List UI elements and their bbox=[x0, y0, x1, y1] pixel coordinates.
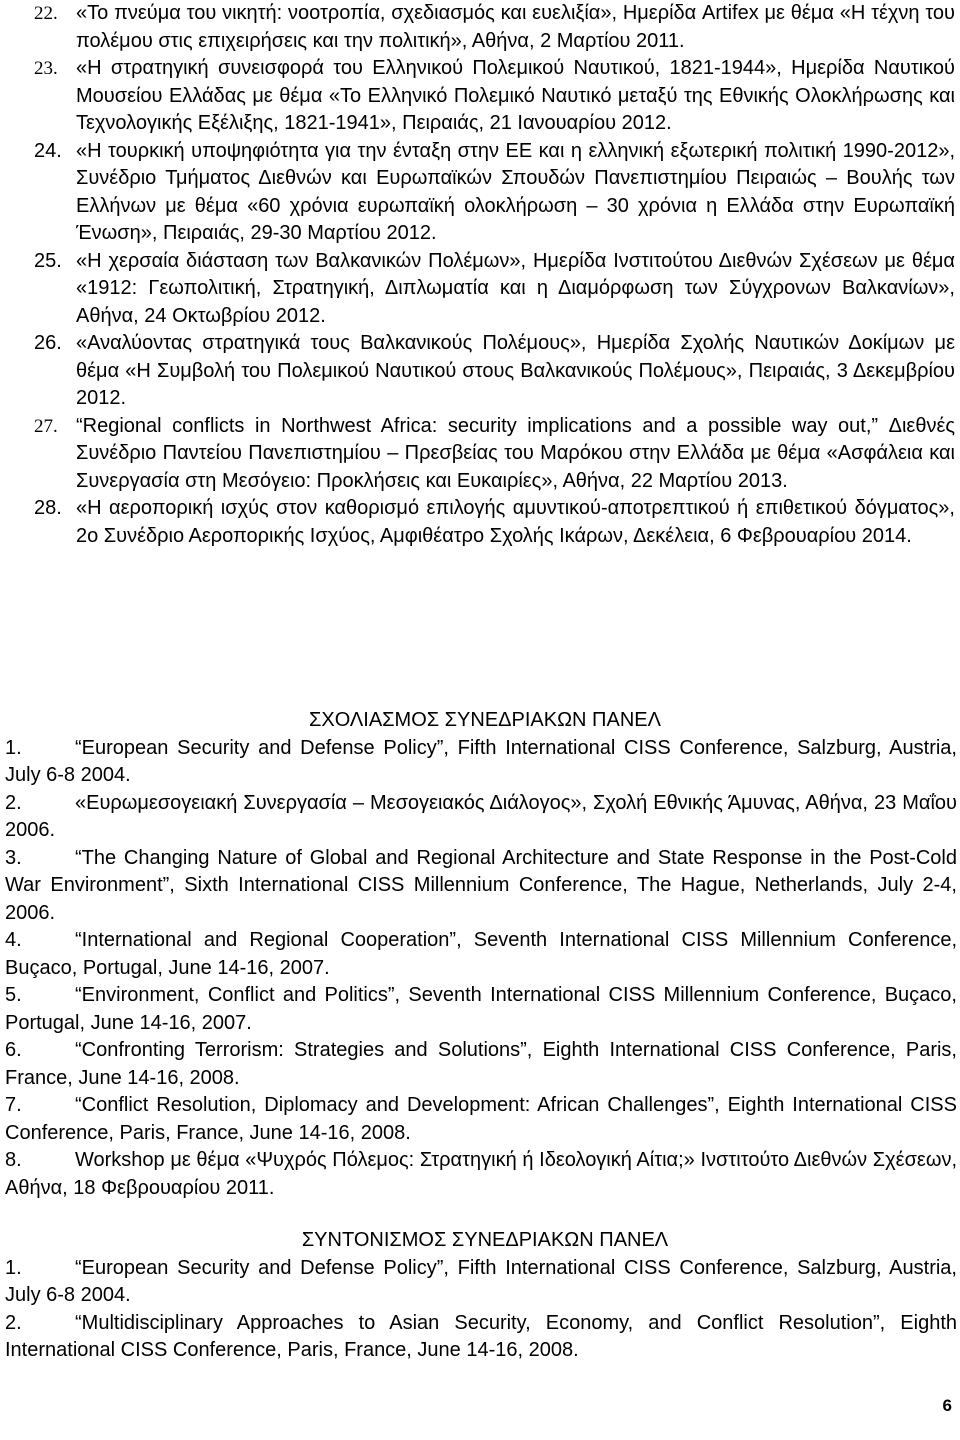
list-item bbox=[0, 0, 960, 55]
item-number: 28. bbox=[34, 497, 62, 519]
item-text: “Regional conflicts in Northwest Africa: security implications and a possible way out,” Διεθνές Συνέδριο Παντείου Πανεπιστημίου – Πρεσβείας του Μαρόκου στην Ελλάδα με θέμα «Ασφάλεια και Συνεργασία στη Μεσόγειο: Προκλήσεις και Ευκαιρίες», Αθήνα, 22 Μαρτίου 2013. bbox=[76, 414, 955, 492]
item-number: 24. bbox=[34, 139, 62, 162]
item-number: 3. bbox=[5, 846, 22, 869]
item-number: 1. bbox=[5, 1256, 22, 1279]
item-number: 7. bbox=[5, 1094, 22, 1116]
item-number: 2. bbox=[5, 1311, 22, 1334]
item-number: 25. bbox=[34, 249, 62, 272]
item-text: “Confronting Terrorism: Strategies and Solutions”, Eighth International CISS Conference, Paris, France, June 14-16, 2008. bbox=[5, 1039, 957, 1089]
section-heading: ΣΧΟΛΙΑΣΜΟΣ ΣΥΝΕΔΡΙΑΚΩΝ ΠΑΝΕΛ bbox=[309, 709, 661, 731]
list-item bbox=[0, 1147, 960, 1202]
section-heading: ΣΥΝΤΟΝΙΣΜΟΣ ΣΥΝΕΔΡΙΑΚΩΝ ΠΑΝΕΛ bbox=[301, 1229, 669, 1251]
list-item bbox=[0, 1037, 960, 1092]
item-number: 8. bbox=[5, 1149, 22, 1171]
list-item bbox=[0, 1310, 960, 1365]
item-text: “European Security and Defense Policy”, Fifth International CISS Conference, Salzburg, Austria, July 6-8 2004. bbox=[5, 1256, 957, 1306]
list-item bbox=[0, 1255, 960, 1310]
list-item bbox=[0, 1092, 960, 1147]
list-item bbox=[0, 982, 960, 1037]
item-text: “The Changing Nature of Global and Regional Architecture and State Response in the Post-Cold War Environment”, Sixth International CISS Millennium Conference, The Hague, Netherlands, July 2-4, 2006. bbox=[5, 846, 957, 924]
item-text: «Ευρωμεσογειακή Συνεργασία – Μεσογειακός Διάλογος», Σχολή Εθνικής Άμυνας, Αθήνα, 23 Μαΐου 2006. bbox=[5, 791, 957, 841]
numbered-list bbox=[0, 0, 960, 550]
item-number: 6. bbox=[5, 1039, 22, 1061]
item-text: “Multidisciplinary Approaches to Asian Security, Economy, and Conflict Resolution”, Eighth International CISS Conference, Paris, France, June 14-16, 2008. bbox=[5, 1311, 957, 1361]
item-text: «Η στρατηγική συνεισφορά του Ελληνικού Πολεμικού Ναυτικού, 1821-1944», Ημερίδα Ναυτικού Μουσείου Ελλάδας με θέμα «Το Ελληνικό Πολεμικό Ναυτικό μεταξύ της Εθνικής Ολοκλήρωσης και Τεχνολογικής Εξέλιξης, 1821-1941», Πειραιάς, 21 Ιανουαρίου 2012. bbox=[76, 57, 955, 134]
item-text: «Αναλύοντας στρατηγικά τους Βαλκανικούς Πολέμους», Ημερίδα Σχολής Ναυτικών Δοκίμων με θέμα «Η Συμβολή του Πολεμικού Ναυτικού στους Βαλκανικούς Πολέμους», Πειραιάς, 3 Δεκεμβρίου 2012. bbox=[76, 332, 955, 409]
list-item bbox=[0, 735, 960, 790]
item-text: “European Security and Defense Policy”, Fifth International CISS Conference, Salzburg, Austria, July 6-8 2004. bbox=[5, 736, 957, 786]
item-text: “Conflict Resolution, Diplomacy and Development: African Challenges”, Eighth International CISS Conference, Paris, France, June 14-16, 2008. bbox=[5, 1094, 957, 1144]
panel-commentary-section bbox=[0, 707, 960, 1202]
list-item bbox=[0, 138, 960, 248]
item-text: “Environment, Conflict and Politics”, Seventh International CISS Millennium Conference, Buçaco, Portugal, June 14-16, 2007. bbox=[5, 984, 957, 1034]
item-number: 23. bbox=[34, 58, 58, 79]
list-item bbox=[0, 55, 960, 138]
item-text: Workshop με θέμα «Ψυχρός Πόλεμος: Στρατηγική ή Ιδεολογική Αίτια;» Ινστιτούτο Διεθνών Σχέσεων, Αθήνα, 18 Φεβρουαρίου 2011. bbox=[5, 1149, 957, 1199]
list-item bbox=[0, 845, 960, 928]
item-text: «Το πνεύμα του νικητή: νοοτροπία, σχεδιασμός και ευελιξία», Ημερίδα Artifex με θέμα «Η τέχνη του πολέμου στις επιχειρήσεις και την πολιτική», Αθήνα, 2 Μαρτίου 2011. bbox=[76, 2, 955, 52]
item-text: «Η χερσαία διάσταση των Βαλκανικών Πολέμων», Ημερίδα Ινστιτούτου Διεθνών Σχέσεων με θέμα «1912: Γεωπολιτική, Στρατηγική, Διπλωματία και η Διαμόρφωση των Σύγχρονων Βαλκανίων», Αθήνα, 24 Οκτωβρίου 2012. bbox=[76, 249, 955, 327]
page-number: 6 bbox=[942, 1396, 952, 1415]
list-item bbox=[0, 330, 960, 413]
list-item bbox=[0, 248, 960, 331]
item-number: 1. bbox=[5, 736, 22, 759]
item-number: 2. bbox=[5, 791, 22, 814]
item-text: “International and Regional Cooperation”, Seventh International CISS Millennium Conference, Buçaco, Portugal, June 14-16, 2007. bbox=[5, 929, 957, 979]
list-item bbox=[0, 413, 960, 496]
item-number: 22. bbox=[34, 3, 58, 24]
item-number: 4. bbox=[5, 929, 22, 951]
list-item bbox=[0, 927, 960, 982]
item-text: «Η τουρκική υποψηφιότητα για την ένταξη στην ΕΕ και η ελληνική εξωτερική πολιτική 1990-2012», Συνέδριο Τμήματος Διεθνών και Ευρωπαϊκών Σπουδών Πανεπιστημίου Πειραιώς – Βουλής των Ελλήνων με θέμα «60 χρόνια ευρωπαϊκή ολοκλήρωση – 30 χρόνια η Ελλάδα στην Ευρωπαϊκή Ένωση», Πειραιάς, 29-30 Μαρτίου 2012. bbox=[76, 139, 955, 244]
item-text: «Η αεροπορική ισχύς στον καθορισμό επιλογής αμυντικού-αποτρεπτικού ή επιθετικού δόγματος», 2ο Συνέδριο Αεροπορικής Ισχύος, Αμφιθέατρο Σχολής Ικάρων, Δεκέλεια, 6 Φεβρουαρίου 2014. bbox=[76, 497, 955, 547]
item-number: 26. bbox=[34, 332, 62, 354]
item-number: 27. bbox=[34, 415, 58, 437]
list-item bbox=[0, 790, 960, 845]
list-item bbox=[0, 495, 960, 550]
item-number: 5. bbox=[5, 984, 22, 1006]
panel-coordination-section bbox=[0, 1227, 960, 1365]
